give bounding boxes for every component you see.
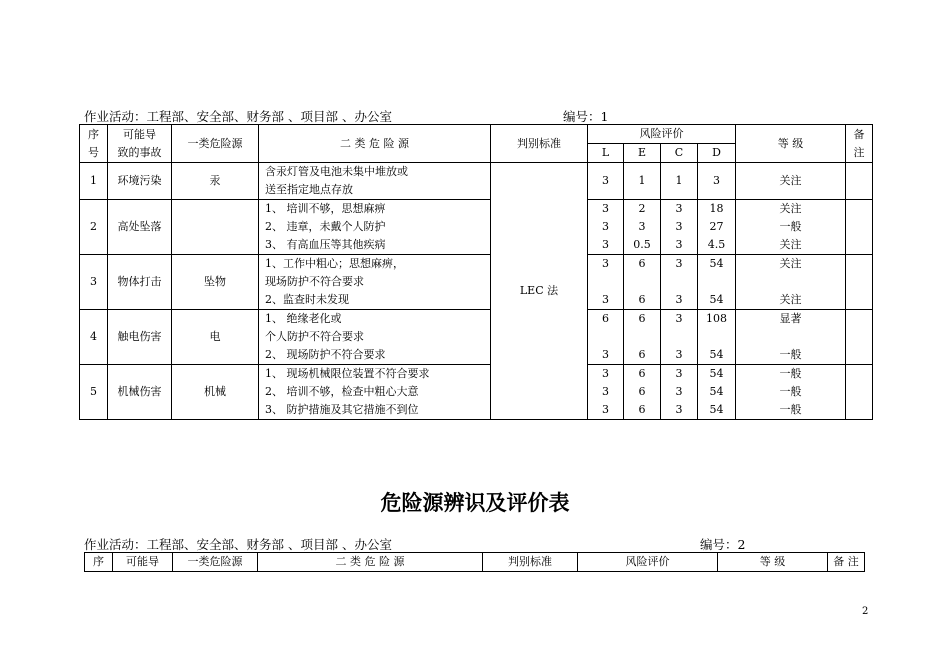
row-grade: 显著 一般: [736, 310, 846, 365]
row-hazard2: 1、工作中粗心；思想麻痹， 现场防护不符合要求 2、监查时未发现: [259, 255, 491, 310]
document-title: 危险源辨识及评价表: [380, 491, 570, 515]
row-L: 3 3 3: [588, 365, 624, 420]
header-remark: 备 注: [846, 125, 873, 163]
hazard-table-2: [84, 552, 865, 572]
row-hazard2: 含汞灯管及电池未集中堆放或 送至指定地点存放: [259, 163, 491, 200]
row-E: 1: [624, 163, 661, 200]
table-row: [80, 365, 873, 420]
row-remark: [846, 163, 873, 200]
header-hazard1: 一类危险源: [172, 125, 259, 163]
activity-line-1: 作业活动：工程部、安全部、财务部 、项目部 、办公室: [84, 109, 392, 124]
row-hazard2: 1、 绝缘老化或 个人防护不符合要求 2、 现场防护不符合要求: [259, 310, 491, 365]
row-L: 3 3 3: [588, 200, 624, 255]
header2-seq: 序: [85, 553, 113, 572]
row-E: 6 6: [624, 310, 661, 365]
row-L: 3: [588, 163, 624, 200]
header2-risk: 风险评价: [578, 553, 718, 572]
header2-hazard1: 一类危险源: [173, 553, 258, 572]
table-row: [80, 310, 873, 365]
row-C: 3 3: [661, 255, 698, 310]
header-grade: 等 级: [736, 125, 846, 163]
row-E: 6 6: [624, 255, 661, 310]
row-E: 2 3 0.5: [624, 200, 661, 255]
header-hazard2: 二 类 危 险 源: [259, 125, 491, 163]
table-row: [80, 163, 873, 200]
row-hazard1: 坠物: [172, 255, 259, 310]
hazard-table-1: [79, 124, 873, 420]
criteria-cell: LEC 法: [491, 163, 588, 420]
number-label-2: 编号：2: [700, 537, 746, 552]
header-accident: 可能导 致的事故: [108, 125, 172, 163]
row-hazard1: 汞: [172, 163, 259, 200]
row-hazard2: 1、 培训不够，思想麻痹 2、 违章，未戴个人防护 3、 有高血压等其他疾病: [259, 200, 491, 255]
row-hazard1: 机械: [172, 365, 259, 420]
table-row: [80, 200, 873, 255]
row-C: 3 3: [661, 310, 698, 365]
row-D: 18 27 4.5: [698, 200, 736, 255]
page-number: 2: [862, 606, 869, 617]
row-L: 6 3: [588, 310, 624, 365]
activity-line-2: 作业活动：工程部、安全部、财务部 、项目部 、办公室: [84, 537, 392, 552]
row-accident: 环境污染: [108, 163, 172, 200]
table-row: [80, 255, 873, 310]
row-accident: 触电伤害: [108, 310, 172, 365]
header-seq: 序 号: [80, 125, 108, 163]
row-C: 3 3 3: [661, 365, 698, 420]
row-hazard2: 1、 现场机械限位装置不符合要求 2、 培训不够，检查中粗心大意 3、 防护措施及其它措施不到位: [259, 365, 491, 420]
row-accident: 高处坠落: [108, 200, 172, 255]
row-seq: 2: [80, 200, 108, 255]
row-D: 3: [698, 163, 736, 200]
row-accident: 机械伤害: [108, 365, 172, 420]
header-risk: 风险评价: [588, 125, 736, 144]
row-seq: 4: [80, 310, 108, 365]
row-remark: [846, 310, 873, 365]
row-grade: 关注 一般 关注: [736, 200, 846, 255]
row-C: 1: [661, 163, 698, 200]
number-label-1: 编号：1: [563, 109, 609, 124]
row-E: 6 6 6: [624, 365, 661, 420]
row-accident: 物体打击: [108, 255, 172, 310]
row-hazard1: [172, 200, 259, 255]
row-remark: [846, 365, 873, 420]
header-C: C: [661, 144, 698, 163]
row-D: 54 54: [698, 255, 736, 310]
row-grade: 关注 关注: [736, 255, 846, 310]
row-remark: [846, 200, 873, 255]
row-D: 54 54 54: [698, 365, 736, 420]
row-seq: 1: [80, 163, 108, 200]
row-hazard1: 电: [172, 310, 259, 365]
row-remark: [846, 255, 873, 310]
header-E: E: [624, 144, 661, 163]
row-C: 3 3 3: [661, 200, 698, 255]
header2-criteria: 判别标准: [483, 553, 578, 572]
header2-remark: 备 注: [828, 553, 865, 572]
row-grade: 一般 一般 一般: [736, 365, 846, 420]
header-D: D: [698, 144, 736, 163]
row-seq: 3: [80, 255, 108, 310]
header2-hazard2: 二 类 危 险 源: [258, 553, 483, 572]
header2-accident: 可能导: [113, 553, 173, 572]
row-seq: 5: [80, 365, 108, 420]
header-L: L: [588, 144, 624, 163]
row-L: 3 3: [588, 255, 624, 310]
header2-grade: 等 级: [718, 553, 828, 572]
row-grade: 关注: [736, 163, 846, 200]
header-criteria: 判别标准: [491, 125, 588, 163]
row-D: 108 54: [698, 310, 736, 365]
